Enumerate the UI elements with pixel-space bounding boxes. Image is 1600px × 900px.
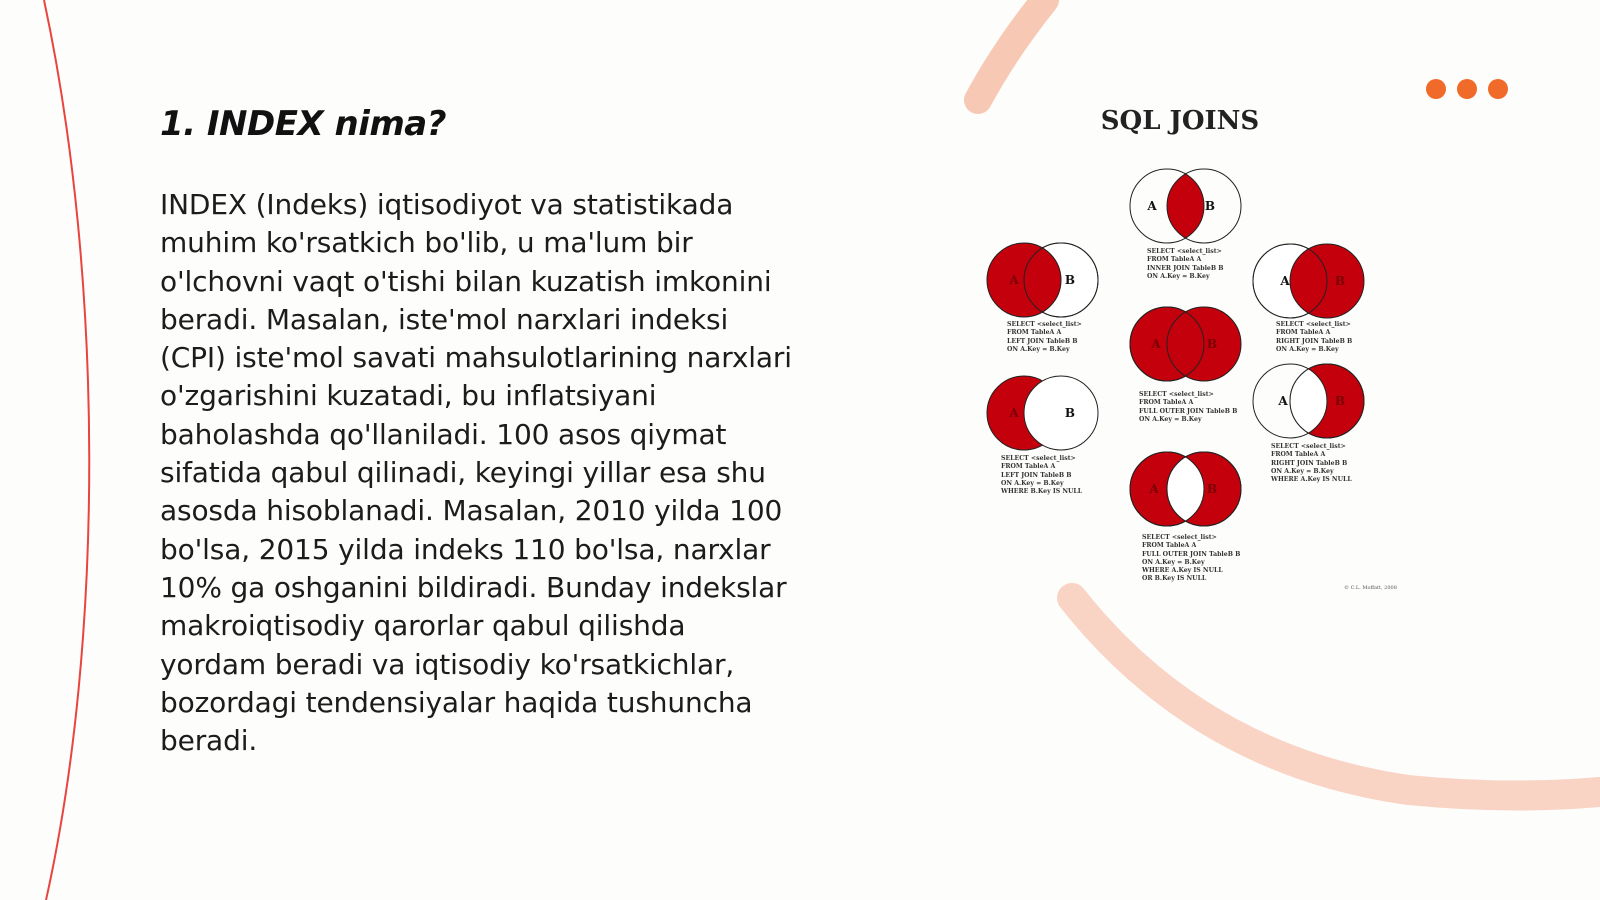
paragraph-line: o'zgarishini kuzatadi, bu inflatsiyani (160, 379, 657, 413)
sql-line: WHERE B.Key IS NULL (1001, 488, 1083, 496)
sql-line: OR B.Key IS NULL (1142, 575, 1207, 583)
sql-caption-left-excluding-join (1001, 455, 1082, 496)
sql-line: SELECT <select_list> (1276, 321, 1351, 328)
sql-line: ON A.Key = B.Key (1276, 345, 1339, 353)
paragraph-line: asosda hisoblanadi. Masalan, 2010 yilda 100 (160, 494, 783, 528)
venn-label-a: A (1009, 406, 1019, 420)
sql-line: WHERE A.Key IS NULL (1271, 476, 1352, 484)
paragraph-line: INDEX (Indeks) iqtisodiyot va statistikada (160, 188, 734, 221)
sql-line: FROM TableA A (1001, 463, 1056, 471)
sql-line: ON A.Key = B.Key (1147, 272, 1210, 280)
sql-caption-full-outer-join (1139, 391, 1237, 424)
venn-label-a: A (1147, 199, 1157, 213)
sql-line: SELECT <select_list> (1007, 321, 1082, 328)
sql-line: WHERE A.Key IS NULL (1142, 567, 1223, 575)
diagram-copyright: © C.L. Moffatt, 2008 (1344, 585, 1397, 591)
sql-caption-inner-join (1147, 248, 1224, 281)
sql-line: SELECT <select_list> (1139, 391, 1214, 398)
sql-caption-full-excluding-join (1142, 534, 1240, 584)
sql-line: FROM TableA A (1147, 256, 1202, 264)
venn-full-outer-join (1130, 307, 1241, 381)
sql-caption-right-excluding-join (1271, 443, 1352, 484)
sql-line: RIGHT JOIN TableB B (1271, 459, 1348, 467)
sql-line: FROM TableA A (1271, 451, 1326, 459)
sql-line: SELECT <select_list> (1147, 248, 1222, 255)
paragraph-line: sifatida qabul qilinadi, keyingi yillar esa shu (160, 456, 766, 490)
sql-line: SELECT <select_list> (1271, 443, 1346, 450)
venn-label-a: A (1278, 394, 1288, 408)
venn-label-b: B (1206, 482, 1218, 496)
sql-line: ON A.Key = B.Key (1001, 479, 1064, 487)
paragraph-line: muhim ko'rsatkich bo'lib, u ma'lum bir (160, 226, 693, 260)
paragraph-line: (CPI) iste'mol savati mahsulotlarining narxlari (160, 341, 792, 375)
venn-full-excluding-join (1130, 452, 1241, 526)
paragraph-line: 10% ga oshganini bildiradi. Bunday indekslar (160, 570, 787, 604)
venn-right-join (1253, 244, 1364, 318)
sql-line: FROM TableA A (1142, 542, 1197, 550)
sql-line: ON A.Key = B.Key (1139, 415, 1202, 423)
paragraph-line: makroiqtisodiy qarorlar qabul qilishda (160, 609, 686, 643)
sql-caption-right-join (1276, 321, 1352, 354)
venn-label-b: B (1206, 337, 1218, 351)
venn-label-b: B (1334, 274, 1346, 288)
slide-title: 1. INDEX nima? (160, 104, 446, 144)
sql-line: RIGHT JOIN TableB B (1276, 337, 1353, 345)
sql-line: LEFT JOIN TableB B (1001, 471, 1072, 479)
paragraph-line: baholashda qo'llaniladi. 100 asos qiymat (160, 417, 727, 451)
sql-line: SELECT <select_list> (1142, 534, 1217, 541)
paragraph-line: beradi. (160, 724, 258, 758)
venn-left-join (987, 243, 1098, 317)
sql-line: ON A.Key = B.Key (1271, 467, 1334, 475)
venn-label-a: A (1280, 274, 1290, 288)
paragraph-line: yordam beradi va iqtisodiy ko'rsatkichlar, (160, 647, 735, 681)
sql-line: ON A.Key = B.Key (1007, 345, 1070, 353)
paragraph-line: bo'lsa, 2015 yilda indeks 110 bo'lsa, narxlar (160, 532, 771, 566)
paragraph-line: bozordagi tendensiyalar haqida tushuncha (160, 685, 753, 719)
sql-line: ON A.Key = B.Key (1142, 558, 1205, 566)
venn-left-excluding-join (987, 376, 1098, 450)
paragraph-line: beradi. Masalan, iste'mol narxlari indeksi (160, 302, 729, 336)
venn-right-excluding-join (1253, 364, 1364, 438)
sql-line: FROM TableA A (1139, 399, 1194, 407)
venn-label-b: B (1334, 394, 1346, 408)
venn-label-b: B (1064, 273, 1076, 287)
sql-caption-left-join (1007, 321, 1082, 354)
venn-label-a: A (1149, 482, 1159, 496)
venn-label-b: B (1204, 199, 1216, 213)
sql-line: FULL OUTER JOIN TableB B (1139, 407, 1238, 415)
sql-line: FULL OUTER JOIN TableB B (1142, 550, 1241, 558)
sql-joins-title: SQL JOINS (1100, 106, 1260, 136)
sql-line: SELECT <select_list> (1001, 455, 1076, 462)
sql-line: LEFT JOIN TableB B (1007, 337, 1078, 345)
venn-label-a: A (1151, 337, 1161, 351)
sql-line: INNER JOIN TableB B (1147, 264, 1224, 272)
sql-line: FROM TableA A (1007, 329, 1062, 337)
venn-label-b: B (1064, 406, 1076, 420)
paragraph-line: o'lchovni vaqt o'tishi bilan kuzatish imkonini (160, 264, 772, 298)
sql-line: FROM TableA A (1276, 329, 1331, 337)
venn-label-a: A (1009, 273, 1019, 287)
